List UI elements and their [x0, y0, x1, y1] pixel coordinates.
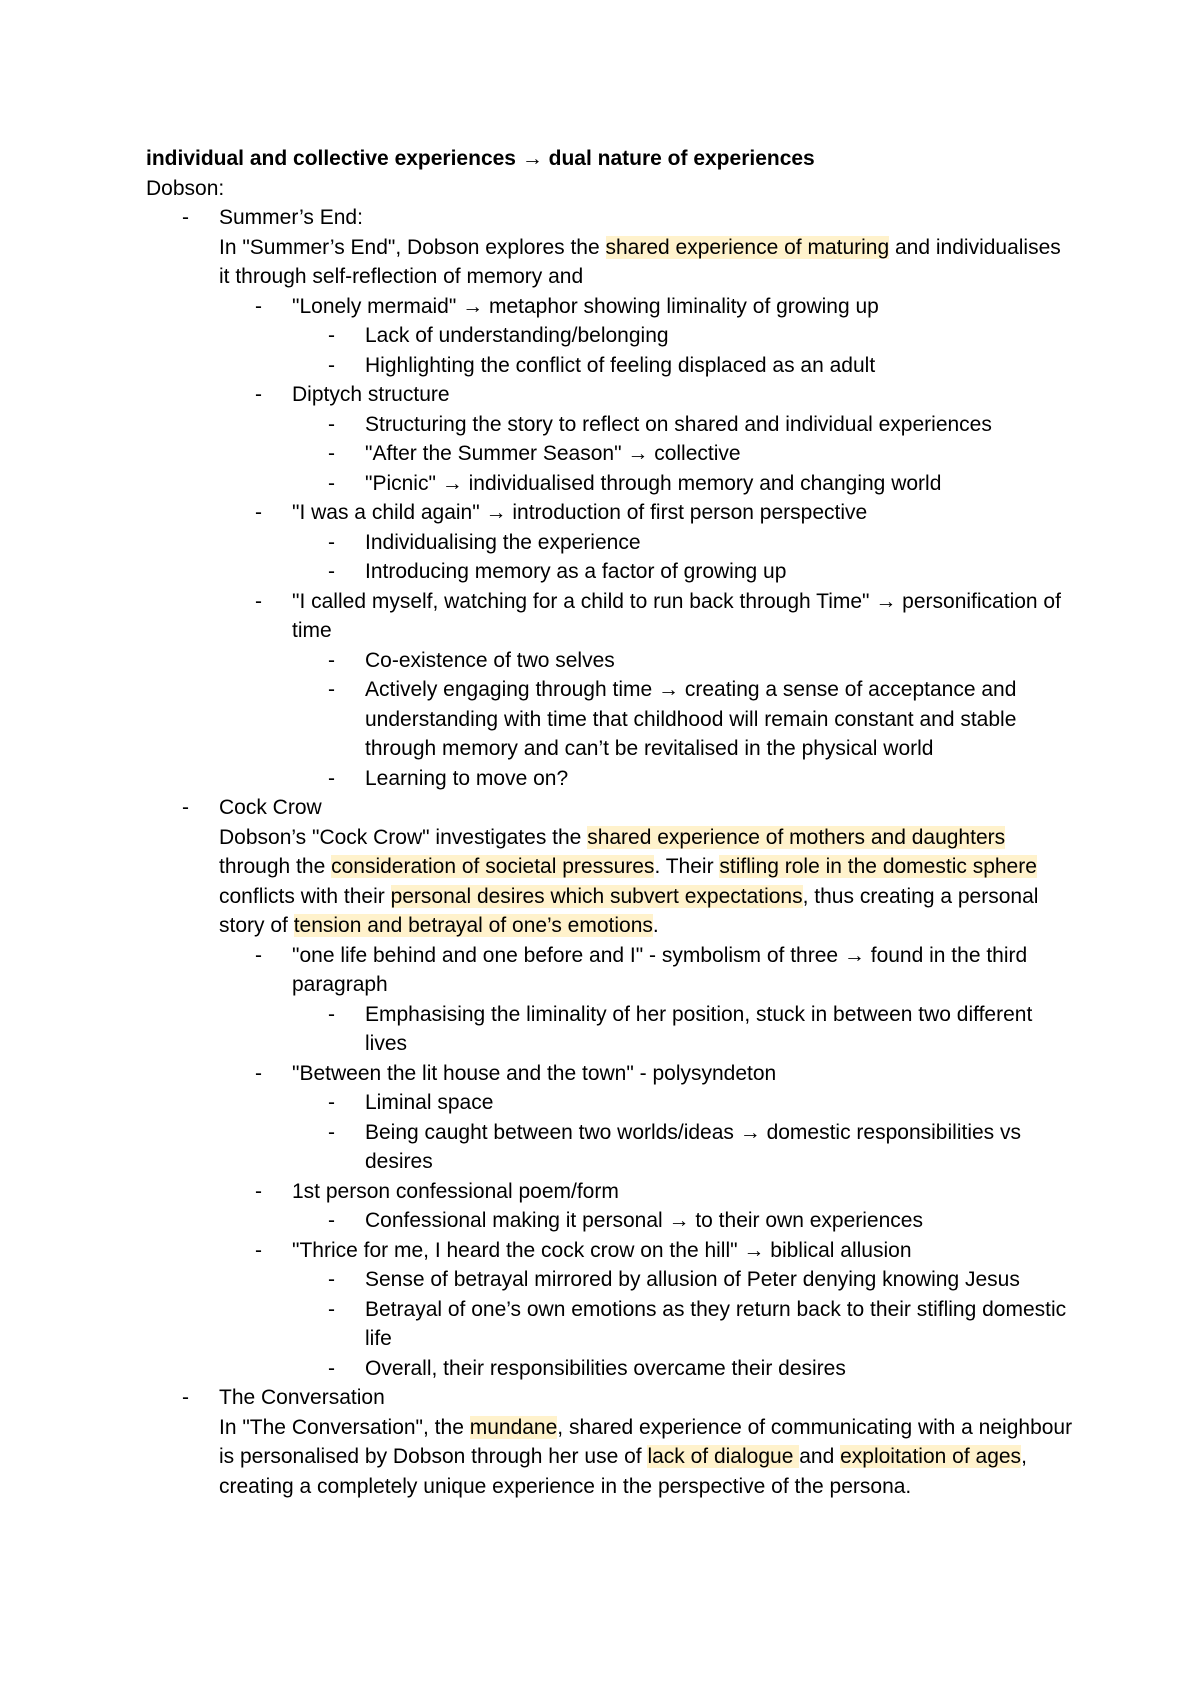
list-item	[146, 941, 1076, 1000]
bullet-dash: -	[328, 678, 335, 701]
list-item	[146, 1236, 1076, 1266]
bullet-dash: -	[182, 1386, 189, 1409]
paragraph-text: .	[652, 914, 659, 937]
list-item-text: Actively engaging through time → creating a sense of acceptance and understanding with time that childhood will remain constant and stable through memory and can’t be revitalised in the physical world	[365, 678, 1017, 760]
highlighted-text: mundane	[469, 1415, 558, 1439]
list-item-text: Liminal space	[365, 1091, 494, 1114]
highlighted-text: shared experience of mothers and daughters	[587, 825, 1006, 849]
list-item-text: 1st person confessional poem/form	[292, 1179, 619, 1203]
author-label: Dobson:	[146, 176, 225, 200]
list-item	[146, 351, 1076, 381]
list-item-text: Introducing memory as a factor of growing up	[365, 560, 787, 583]
highlighted-text: personal desires which subvert expectations	[390, 884, 803, 908]
section-heading: The Conversation	[219, 1386, 385, 1409]
bullet-dash: -	[328, 530, 335, 554]
bullet-dash: -	[255, 1179, 262, 1203]
section-the-conversation	[146, 1383, 1076, 1413]
bullet-dash: -	[328, 560, 335, 583]
bullet-dash: -	[328, 648, 335, 672]
list-item	[146, 646, 1076, 676]
list-item	[146, 469, 1076, 499]
bullet-dash: -	[328, 324, 335, 347]
list-item-text: "After the Summer Season" → collective	[365, 442, 741, 465]
bullet-dash: -	[255, 943, 262, 967]
bullet-dash: -	[328, 1120, 335, 1144]
bullet-dash: -	[328, 766, 335, 790]
list-item-text: "I called myself, watching for a child to run back through Time" → personification of time	[292, 589, 1061, 642]
list-item	[146, 380, 1076, 410]
paragraph-text: , creating a completely unique experience in the perspective of the persona.	[219, 1445, 1027, 1498]
bullet-dash: -	[255, 294, 262, 318]
bullet-dash: -	[328, 1268, 335, 1291]
section-paragraph	[146, 233, 1076, 292]
list-item-text: Overall, their responsibilities overcame their desires	[365, 1356, 846, 1380]
paragraph-text: and individualises it through self-reflection of memory and	[219, 235, 1061, 288]
bullet-dash: -	[328, 1002, 335, 1026]
list-item-text: Co-existence of two selves	[365, 648, 615, 672]
list-item-text: Individualising the experience	[365, 530, 641, 554]
paragraph-text: through the	[219, 855, 332, 878]
list-item	[146, 1088, 1076, 1118]
bullet-dash: -	[255, 383, 262, 406]
list-item-text: Structuring the story to reflect on shared and individual experiences	[365, 412, 992, 436]
paragraph-text: . Their	[654, 855, 720, 878]
section-paragraph	[146, 1413, 1076, 1502]
section-cock-crow	[146, 793, 1076, 823]
list-item	[146, 764, 1076, 794]
bullet-dash: -	[182, 206, 189, 229]
list-item	[146, 1354, 1076, 1384]
list-item-text: Highlighting the conflict of feeling displaced as an adult	[365, 353, 876, 377]
highlighted-text: lack of dialogue	[647, 1445, 800, 1468]
bullet-dash: -	[328, 412, 335, 436]
bullet-dash: -	[328, 353, 335, 377]
list-item	[146, 1000, 1076, 1059]
bullet-dash: -	[328, 442, 335, 465]
section-paragraph	[146, 823, 1076, 941]
highlighted-text: shared experience of maturing	[605, 235, 890, 259]
list-item-text: Sense of betrayal mirrored by allusion of Peter denying knowing Jesus	[365, 1268, 1020, 1291]
paragraph-text: , shared experience of communicating with a neighbour is personalised by Dobson through her use of	[219, 1415, 1073, 1468]
bullet-dash: -	[182, 796, 189, 819]
list-item	[146, 1118, 1076, 1177]
list-item	[146, 557, 1076, 587]
list-item-text: "one life behind and one before and I" - symbolism of three → found in the third paragraph	[292, 943, 1028, 996]
list-item-text: Emphasising the liminality of her position, stuck in between two different lives	[365, 1002, 1033, 1055]
list-item	[146, 439, 1076, 469]
highlighted-text: exploitation of ages	[840, 1445, 1022, 1468]
list-item-text: "Between the lit house and the town" - polysyndeton	[292, 1061, 777, 1085]
list-item-text: "Lonely mermaid" → metaphor showing liminality of growing up	[292, 294, 879, 318]
list-item	[146, 675, 1076, 764]
list-item	[146, 528, 1076, 558]
bullet-dash: -	[328, 471, 335, 495]
paragraph-text: conflicts with their	[219, 884, 391, 908]
section-heading: Summer’s End:	[219, 206, 363, 229]
list-item	[146, 587, 1076, 646]
highlighted-text: consideration of societal pressures	[331, 855, 655, 878]
list-item-text: Being caught between two worlds/ideas → domestic responsibilities vs desires	[365, 1120, 1021, 1173]
list-item	[146, 321, 1076, 351]
list-item-text: Lack of understanding/belonging	[365, 324, 669, 347]
list-item	[146, 1295, 1076, 1354]
bullet-dash: -	[255, 589, 262, 613]
section-heading: Cock Crow	[219, 796, 322, 819]
highlighted-text: tension and betrayal of one’s emotions	[293, 914, 653, 937]
bullet-dash: -	[255, 501, 262, 524]
list-item	[146, 1177, 1076, 1207]
bullet-dash: -	[328, 1356, 335, 1380]
paragraph-text: and	[799, 1445, 841, 1468]
bullet-dash: -	[255, 1061, 262, 1085]
list-item	[146, 1265, 1076, 1295]
document-title: individual and collective experiences → dual nature of experiences	[146, 147, 815, 170]
list-item-text: "Thrice for me, I heard the cock crow on the hill" → biblical allusion	[292, 1238, 912, 1262]
bullet-dash: -	[328, 1209, 335, 1232]
list-item-text: "Picnic" → individualised through memory and changing world	[365, 471, 942, 495]
list-item-text: Diptych structure	[292, 383, 450, 406]
paragraph-text: Dobson’s "Cock Crow" investigates the	[219, 825, 588, 849]
paragraph-text: In "The Conversation", the	[219, 1415, 470, 1439]
list-item-text: Learning to move on?	[365, 766, 569, 790]
list-item-text: Betrayal of one’s own emotions as they return back to their stifling domestic life	[365, 1297, 1067, 1350]
list-item-text: "I was a child again" → introduction of first person perspective	[292, 501, 868, 524]
document-page	[146, 144, 1076, 1501]
paragraph-text: , thus creating a personal story of	[219, 884, 1039, 937]
highlighted-text: stifling role in the domestic sphere	[719, 855, 1037, 878]
list-item	[146, 1206, 1076, 1236]
list-item	[146, 292, 1076, 322]
list-item	[146, 498, 1076, 528]
bullet-dash: -	[328, 1091, 335, 1114]
list-item	[146, 410, 1076, 440]
list-item	[146, 1059, 1076, 1089]
bullet-dash: -	[255, 1238, 262, 1262]
paragraph-text: In "Summer’s End", Dobson explores the	[219, 235, 606, 259]
list-item-text: Confessional making it personal → to their own experiences	[365, 1209, 923, 1232]
section-summers-end	[146, 203, 1076, 233]
bullet-dash: -	[328, 1297, 335, 1321]
